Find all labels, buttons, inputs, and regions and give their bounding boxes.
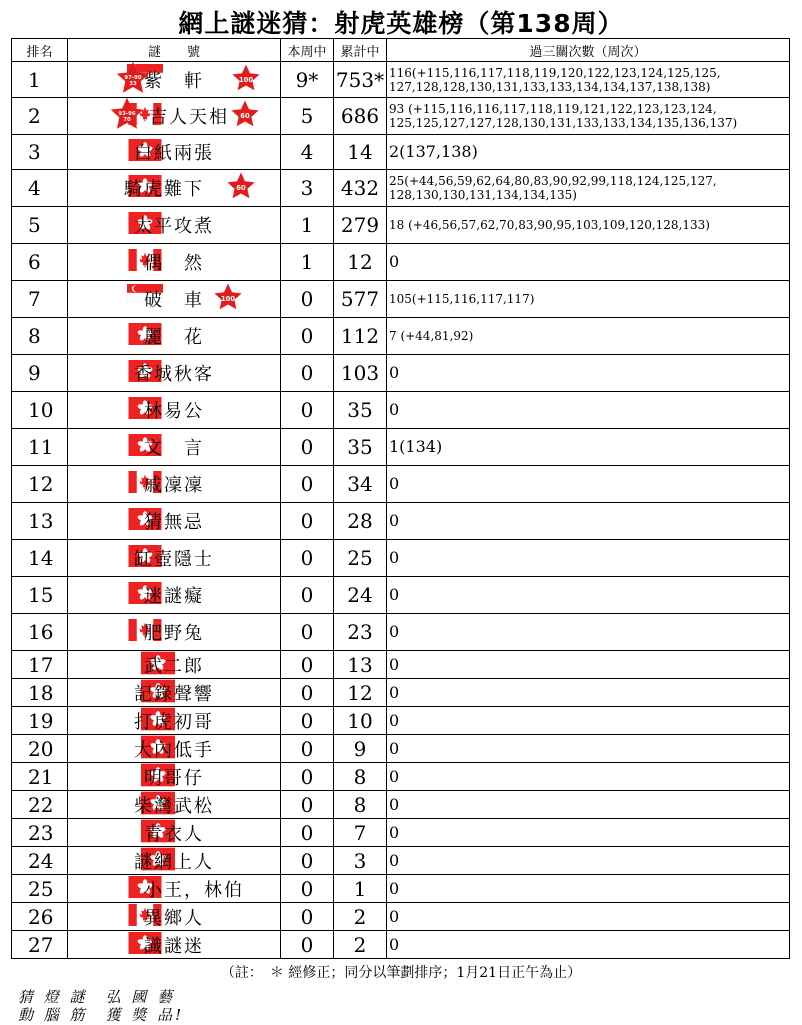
table-row — [12, 135, 790, 170]
table-row — [12, 679, 790, 707]
participant-cell — [68, 791, 281, 819]
participant-name: 吉人天相 — [149, 107, 229, 128]
rank-cell: 2 — [12, 98, 68, 135]
participant-name: 戚凜凜 — [144, 475, 204, 496]
table-row — [12, 244, 790, 281]
total-hits-cell: 2 — [334, 931, 387, 959]
week-hits-cell: 0 — [281, 763, 334, 791]
badge-star-icon — [226, 171, 256, 205]
table-row — [12, 466, 790, 503]
table-row — [12, 207, 790, 244]
header-rank: 排名 — [12, 39, 68, 62]
participant-cell — [68, 135, 281, 170]
week-hits-cell: 1 — [281, 207, 334, 244]
participant-name: 文 言 — [144, 438, 204, 459]
total-hits-cell: 13 — [334, 651, 387, 679]
history-cell: 2(137,138) — [387, 135, 790, 170]
week-hits-cell: 9* — [281, 62, 334, 98]
week-hits-cell: 0 — [281, 503, 334, 540]
participant-cell — [68, 318, 281, 355]
total-hits-cell: 1 — [334, 875, 387, 903]
history-cell: 0 — [387, 791, 790, 819]
participant-cell — [68, 244, 281, 281]
participant-name: 白紙兩張 — [134, 143, 214, 164]
badge-star-label: 60 — [236, 183, 246, 192]
rank-cell: 8 — [12, 318, 68, 355]
badge-star-label: 97-90 33 — [124, 74, 142, 87]
week-hits-cell: 0 — [281, 903, 334, 931]
total-hits-cell: 432 — [334, 170, 387, 207]
rank-cell: 11 — [12, 429, 68, 466]
total-hits-cell: 279 — [334, 207, 387, 244]
rank-cell: 27 — [12, 931, 68, 959]
total-hits-cell: 9 — [334, 735, 387, 763]
participant-name: 紫 軒 — [144, 70, 204, 92]
participant-cell — [68, 707, 281, 735]
badge-star-label: 100 — [220, 294, 236, 303]
total-hits-cell: 7 — [334, 819, 387, 847]
history-cell: 105(+115,116,117,117) — [387, 281, 790, 318]
badge-star-label: 60 — [240, 111, 250, 120]
table-row — [12, 707, 790, 735]
participant-cell — [68, 207, 281, 244]
week-hits-cell: 0 — [281, 318, 334, 355]
rank-cell: 18 — [12, 679, 68, 707]
participant-name: 青衣人 — [144, 823, 204, 845]
participant-cell — [68, 763, 281, 791]
total-hits-cell: 8 — [334, 763, 387, 791]
table-row — [12, 429, 790, 466]
history-cell: 0 — [387, 466, 790, 503]
badge-star-icon — [109, 96, 145, 136]
history-cell: 0 — [387, 735, 790, 763]
total-hits-cell: 35 — [334, 429, 387, 466]
rank-cell: 19 — [12, 707, 68, 735]
week-hits-cell: 0 — [281, 679, 334, 707]
participant-name: 麗 花 — [144, 327, 204, 348]
promo-line-1: 猜 燈 謎 弘 國 藝 — [18, 988, 176, 1006]
participant-name: 大內低手 — [134, 739, 214, 761]
total-hits-cell: 28 — [334, 503, 387, 540]
week-hits-cell: 0 — [281, 735, 334, 763]
participant-cell — [68, 614, 281, 651]
history-cell: 0 — [387, 355, 790, 392]
participant-name: 柴灣武松 — [134, 795, 214, 817]
week-hits-cell: 0 — [281, 651, 334, 679]
rank-cell: 15 — [12, 577, 68, 614]
rank-cell: 23 — [12, 819, 68, 847]
week-hits-cell: 0 — [281, 847, 334, 875]
rank-cell: 4 — [12, 170, 68, 207]
participant-cell — [68, 540, 281, 577]
rank-cell: 6 — [12, 244, 68, 281]
table-row — [12, 847, 790, 875]
rank-cell: 12 — [12, 466, 68, 503]
history-cell: 116(+115,116,117,118,119,120,122,123,124,125,125, 127,128,128,130,131,133,133,134,134,137,138,138) — [387, 62, 790, 98]
week-hits-cell: 0 — [281, 281, 334, 318]
table-row — [12, 875, 790, 903]
participant-name: 記錄聲響 — [134, 683, 214, 705]
history-cell: 0 — [387, 503, 790, 540]
participant-cell — [68, 651, 281, 679]
history-cell: 0 — [387, 875, 790, 903]
table-row — [12, 614, 790, 651]
week-hits-cell: 0 — [281, 429, 334, 466]
participant-cell — [68, 466, 281, 503]
history-cell: 0 — [387, 819, 790, 847]
participant-cell — [68, 503, 281, 540]
week-hits-cell: 0 — [281, 875, 334, 903]
week-hits-cell: 0 — [281, 791, 334, 819]
rank-cell: 25 — [12, 875, 68, 903]
history-cell: 0 — [387, 679, 790, 707]
week-hits-cell: 1 — [281, 244, 334, 281]
week-hits-cell: 5 — [281, 98, 334, 135]
week-hits-cell: 3 — [281, 170, 334, 207]
week-hits-cell: 0 — [281, 577, 334, 614]
table-row — [12, 318, 790, 355]
total-hits-cell: 577 — [334, 281, 387, 318]
participant-cell — [68, 931, 281, 959]
rank-cell: 7 — [12, 281, 68, 318]
table-row — [12, 540, 790, 577]
total-hits-cell: 103 — [334, 355, 387, 392]
leaderboard-table — [11, 38, 790, 959]
history-cell: 0 — [387, 577, 790, 614]
badge-star-icon — [115, 60, 151, 100]
participant-cell — [68, 847, 281, 875]
history-cell: 0 — [387, 540, 790, 577]
table-header-row — [12, 39, 790, 62]
participant-cell — [68, 735, 281, 763]
participant-name: 小王，林伯 — [144, 879, 244, 901]
history-cell: 0 — [387, 931, 790, 959]
participant-cell — [68, 577, 281, 614]
rank-cell: 22 — [12, 791, 68, 819]
table-row — [12, 62, 790, 98]
badge-star-label: 93-96 70 — [118, 110, 136, 124]
rank-cell: 16 — [12, 614, 68, 651]
participant-cell — [68, 903, 281, 931]
history-cell: 18 (+46,56,57,62,70,83,90,95,103,109,120,128,133) — [387, 207, 790, 244]
participant-name: 武二郎 — [144, 655, 204, 677]
history-cell: 7 (+44,81,92) — [387, 318, 790, 355]
header-history: 過三關次數（周次） — [387, 39, 790, 62]
rank-cell: 1 — [12, 62, 68, 98]
badge-star-icon — [231, 63, 261, 97]
rank-cell: 20 — [12, 735, 68, 763]
participant-cell — [68, 819, 281, 847]
footnote: （註： ＊ 經修正；同分以筆劃排序；1月21日正午為止） — [220, 965, 582, 981]
badge-star-icon — [213, 282, 243, 316]
table-row — [12, 763, 790, 791]
participant-cell — [68, 355, 281, 392]
header-total: 累計中 — [334, 39, 387, 62]
participant-cell — [68, 679, 281, 707]
rank-cell: 24 — [12, 847, 68, 875]
total-hits-cell: 35 — [334, 392, 387, 429]
table-row — [12, 903, 790, 931]
week-hits-cell: 0 — [281, 931, 334, 959]
week-hits-cell: 0 — [281, 540, 334, 577]
participant-name: 迷謎癡 — [144, 586, 204, 607]
participant-name: 異鄉人 — [144, 907, 204, 929]
total-hits-cell: 8 — [334, 791, 387, 819]
table-row — [12, 819, 790, 847]
participant-name: 識謎迷 — [144, 935, 204, 957]
history-cell: 0 — [387, 244, 790, 281]
participant-cell — [68, 98, 281, 135]
participant-cell — [68, 170, 281, 207]
rank-cell: 3 — [12, 135, 68, 170]
participant-name: 缸壺隱士 — [134, 549, 214, 570]
participant-name: 偶 然 — [144, 253, 204, 274]
participant-cell — [68, 392, 281, 429]
participant-name: 騎虎難下 — [124, 179, 204, 200]
rank-cell: 9 — [12, 355, 68, 392]
table-row — [12, 355, 790, 392]
week-hits-cell: 4 — [281, 135, 334, 170]
total-hits-cell: 25 — [334, 540, 387, 577]
total-hits-cell: 112 — [334, 318, 387, 355]
badge-star-icon — [230, 99, 260, 133]
table-row — [12, 392, 790, 429]
participant-name: 肥野兔 — [144, 623, 204, 644]
participant-name: 破 車 — [144, 290, 204, 311]
table-row — [12, 281, 790, 318]
participant-name: 謎網上人 — [134, 851, 214, 873]
header-week: 本周中 — [281, 39, 334, 62]
rank-cell: 10 — [12, 392, 68, 429]
rank-cell: 5 — [12, 207, 68, 244]
week-hits-cell: 0 — [281, 355, 334, 392]
participant-cell — [68, 429, 281, 466]
rank-cell: 26 — [12, 903, 68, 931]
total-hits-cell: 14 — [334, 135, 387, 170]
rank-cell: 21 — [12, 763, 68, 791]
table-row — [12, 170, 790, 207]
total-hits-cell: 12 — [334, 244, 387, 281]
table-row — [12, 735, 790, 763]
participant-name: 猜無忌 — [144, 512, 204, 533]
history-cell: 0 — [387, 903, 790, 931]
participant-cell — [68, 62, 281, 98]
total-hits-cell: 12 — [334, 679, 387, 707]
badge-star-label: 100 — [238, 75, 254, 84]
table-row — [12, 577, 790, 614]
history-cell: 0 — [387, 651, 790, 679]
participant-name: 打虎初哥 — [134, 711, 214, 733]
participant-cell — [68, 281, 281, 318]
total-hits-cell: 24 — [334, 577, 387, 614]
week-hits-cell: 0 — [281, 707, 334, 735]
total-hits-cell: 2 — [334, 903, 387, 931]
total-hits-cell: 34 — [334, 466, 387, 503]
history-cell: 93 (+115,116,116,117,118,119,121,122,123,123,124, 125,125,127,127,128,130,131,133,133,134,135,136,137) — [387, 98, 790, 135]
participant-name: 林易公 — [144, 401, 204, 422]
table-row — [12, 791, 790, 819]
rank-cell: 13 — [12, 503, 68, 540]
history-cell: 1(134) — [387, 429, 790, 466]
history-cell: 0 — [387, 614, 790, 651]
participant-name: 香城秋客 — [134, 364, 214, 385]
rank-cell: 14 — [12, 540, 68, 577]
week-hits-cell: 0 — [281, 819, 334, 847]
history-cell: 0 — [387, 392, 790, 429]
rank-cell: 17 — [12, 651, 68, 679]
participant-name: 明哥仔 — [144, 767, 204, 789]
table-row — [12, 931, 790, 959]
total-hits-cell: 3 — [334, 847, 387, 875]
history-cell: 0 — [387, 763, 790, 791]
total-hits-cell: 753* — [334, 62, 387, 98]
promo-line-2: 動 腦 筋 獲 獎 品! — [18, 1006, 185, 1024]
total-hits-cell: 10 — [334, 707, 387, 735]
page-title: 網上謎迷猜：射虎英雄榜（第138周） — [178, 9, 624, 38]
header-name: 謎 號 — [68, 39, 281, 62]
table-row — [12, 98, 790, 135]
table-row — [12, 503, 790, 540]
table-row — [12, 651, 790, 679]
participant-name: 太平攻煮 — [134, 216, 214, 237]
total-hits-cell: 23 — [334, 614, 387, 651]
week-hits-cell: 0 — [281, 614, 334, 651]
history-cell: 25(+44,56,59,62,64,80,83,90,92,99,118,124,125,127, 128,130,130,131,134,134,135) — [387, 170, 790, 207]
participant-cell — [68, 875, 281, 903]
history-cell: 0 — [387, 707, 790, 735]
week-hits-cell: 0 — [281, 392, 334, 429]
history-cell: 0 — [387, 847, 790, 875]
week-hits-cell: 0 — [281, 466, 334, 503]
total-hits-cell: 686 — [334, 98, 387, 135]
